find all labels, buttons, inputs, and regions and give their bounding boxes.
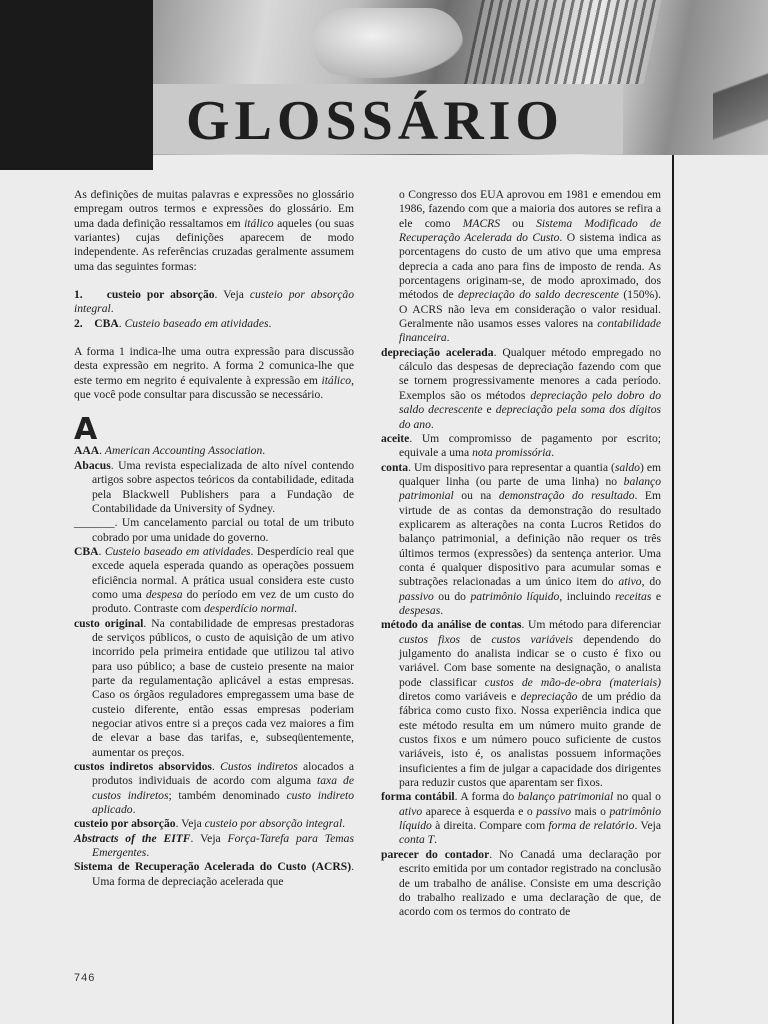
- entry-term: Abstracts of the EITF: [74, 831, 191, 845]
- entry-cross-reference: balanço patrimonial: [517, 790, 614, 804]
- entry-cross-reference: desperdício normal: [204, 602, 295, 616]
- entry-cross-reference: patrimônio líquido: [399, 804, 661, 833]
- intro-paragraph-2: A forma 1 indica-lhe uma outra expressão para discussão desta expressão em negrito. A forma 2 comunica-lhe que este termo em negrito é equivalente à expressão em itálico, que você pode consultar para discussão se necessário.: [74, 345, 354, 402]
- entry-term: custeio por absorção: [74, 817, 176, 831]
- entry-cross-reference: Custeio baseado em atividades: [104, 544, 251, 558]
- entry-text: de um prédio da fábrica como custo fixo. Nossa experiência indica que este método resulta em um número muito grande de custos fixos e um número pouco suficiente de custos variáveis, isto é, os analistas possuem informações insuficientes a fim de julgar a capacidade dos dirigentes para reduzir custos que aparentam ser fixos.: [399, 690, 661, 790]
- entry-text: o Congresso dos EUA aprovou em 1981 e emendou em 1986, fazendo com que a maioria dos autores se refira a ele como: [399, 188, 661, 230]
- entry-cross-reference: Sistema Modificado de Recuperação Acelerada do Custo: [399, 216, 661, 245]
- entry-cross-reference: despesas: [399, 603, 441, 617]
- entry-text: .: [446, 331, 450, 345]
- entry-text: .: [211, 760, 221, 774]
- entry-cross-reference: patrimônio líquido: [470, 589, 560, 603]
- glossary-entry-acrs: [74, 860, 354, 889]
- glossary-entry-forma-contabil: [381, 790, 661, 847]
- entry-text: à direita. Compare com: [431, 819, 549, 833]
- entry-text: de: [460, 632, 492, 646]
- entry-text: . O sistema indica as porcentagens do custo de um ativo que uma empresa deprecia a cada ano para fins de imposto de renda. As porcentagens originam-se, de modo aproximado, dos métodos de: [399, 231, 661, 302]
- entry-text: .: [551, 446, 555, 460]
- entry-text: .: [342, 817, 346, 831]
- photo-shadow: [713, 0, 768, 155]
- entry-cross-reference: Custos indiretos: [220, 760, 298, 774]
- glossary-entry-blank: [74, 516, 354, 545]
- entry-text: aparece à esquerda e o: [422, 804, 537, 818]
- entry-text: .: [99, 444, 105, 458]
- glossary-entry-custeio-absorcao: [74, 817, 354, 831]
- left-entry-list: [74, 444, 354, 889]
- entry-text: . Veja: [190, 831, 228, 845]
- entry-text: . Um método para diferenciar: [521, 618, 661, 632]
- glossary-entry-abacus: [74, 459, 354, 516]
- entry-text: . Uma forma de depreciação acelerada que: [92, 860, 354, 888]
- glossary-entry-acrs-cont: [381, 188, 661, 346]
- entry-cross-reference: custos variáveis: [491, 632, 574, 646]
- entry-cross-reference: custo indireto aplicado: [92, 788, 354, 817]
- entry-text: (150%). O ACRS não leva em consideração o valor residual. Geralmente não usamos esses valores na: [399, 288, 661, 331]
- entry-text: .: [146, 846, 150, 860]
- right-column: [381, 188, 661, 920]
- entry-cross-reference: ativo: [618, 575, 642, 589]
- photo-hand-shape: [313, 8, 463, 78]
- page-number: 746: [74, 972, 96, 984]
- entry-term: aceite: [381, 431, 410, 445]
- glossary-entry-cba: [74, 545, 354, 617]
- entry-text: . Um dispositivo para representar a quantia (: [408, 460, 615, 474]
- entry-term: forma contábil: [381, 790, 455, 804]
- entry-text: ou do: [433, 589, 471, 603]
- glossary-entry-conta: [381, 461, 661, 619]
- entry-text: ou na: [453, 489, 499, 503]
- entry-text: alocados a produtos individuais de acordo com alguma: [92, 760, 355, 788]
- entry-text: ou: [500, 216, 537, 230]
- entry-text: no qual o: [613, 790, 661, 804]
- glossary-entry-abstracts: [74, 832, 354, 861]
- intro-paragraph-1: As definições de muitas palavras e expressões no glossário empregam outros termos e expressões do glossário. Em uma dada definição ressaltamos em itálico aqueles (ou suas variantes) cujas definições aparecem de modo independente. As referências cruzadas geralmente assumem uma das seguintes formas:: [74, 188, 354, 273]
- entry-text: ; também denominado: [168, 788, 287, 802]
- entry-cross-reference: depreciação: [520, 690, 578, 704]
- section-letter: A: [74, 412, 98, 448]
- entry-text: . No Canadá uma declaração por escrito emitida por um contador registrado na conclusão de um trabalho de análise. Consiste em uma descrição do trabalho realizado e uma declaração de que, de acordo com os termos do contrato de: [399, 847, 661, 919]
- entry-cross-reference: passivo: [536, 804, 572, 818]
- entry-term: AAA: [74, 444, 100, 458]
- entry-text: diretos como variáveis e: [399, 690, 521, 704]
- entry-text: .: [262, 444, 266, 458]
- entry-cross-reference: Força-Tarefa para Temas Emergentes: [92, 831, 354, 860]
- page-header: [0, 0, 768, 170]
- entry-term: Sistema de Recuperação Acelerada do Custo (ACRS): [74, 860, 352, 874]
- entry-text: . Veja: [634, 819, 662, 833]
- glossary-entry-depreciacao: [381, 346, 661, 432]
- cross-reference-forms: [74, 288, 354, 331]
- entry-cross-reference: custos de mão-de-obra (materiais): [484, 675, 662, 689]
- entry-cross-reference: demonstração do resultado: [498, 489, 635, 503]
- entry-text: e: [482, 403, 496, 417]
- entry-text: .: [132, 803, 136, 817]
- entry-term: parecer do contador: [381, 847, 490, 861]
- glossary-entry-custos-indiretos: [74, 760, 354, 817]
- entry-cross-reference: forma de relatório: [548, 819, 635, 833]
- entry-text: . Em virtude de as contas da demonstração do resultado explicarem as alterações na conta Lucros Retidos do balanço patrimonial, a definição não requer os três últimos termos (expressões) da sentença anterior. Uma conta é qualquer dispositivo para acumular somas e subtrações relacionadas a um único item do: [399, 489, 662, 589]
- entry-cross-reference: custos fixos: [399, 632, 461, 646]
- entry-term: custos indiretos absorvidos: [74, 760, 212, 774]
- entry-text: . A forma do: [454, 790, 518, 804]
- entry-term: custo original: [74, 616, 144, 630]
- entry-text: mais o: [571, 804, 610, 818]
- photo-building-lines: [464, 0, 662, 84]
- entry-cross-reference: nota promissória: [472, 446, 552, 460]
- entry-term: conta: [381, 460, 409, 474]
- header-dark-block: [0, 0, 153, 170]
- entry-cross-reference: depreciação pela soma dos dígitos do ano: [399, 403, 662, 431]
- form-example-2: 2. CBA. Custeio baseado em atividades.: [74, 316, 272, 330]
- entry-cross-reference: American Accounting Association: [104, 444, 263, 458]
- entry-cross-reference: passivo: [399, 589, 434, 603]
- entry-cross-reference: custeio por absorção integral: [204, 817, 343, 831]
- left-column: [74, 188, 354, 889]
- right-entry-list: [381, 188, 661, 920]
- entry-text: _______. Um cancelamento parcial ou total de um tributo cobrado por uma unidade do governo.: [74, 516, 354, 544]
- entry-cross-reference: saldo: [614, 460, 640, 474]
- entry-text: ) em qualquer linha (ou parte de uma linha) no: [399, 460, 661, 488]
- entry-cross-reference: taxa de custos indiretos: [92, 774, 354, 802]
- entry-text: e: [651, 589, 661, 603]
- glossary-entry-metodo: [381, 618, 661, 790]
- entry-cross-reference: balanço patrimonial: [399, 474, 661, 503]
- entry-text: do período em vez de um custo do produto. Contraste com: [92, 587, 354, 616]
- entry-text: , incluindo: [559, 589, 616, 603]
- entry-text: .: [434, 833, 438, 847]
- entry-term: depreciação acelerada: [381, 345, 494, 359]
- entry-text: . Qualquer método empregado no cálculo das despesas de depreciação fazendo com que se tornem progressivamente menores a cada período. Exemplos são os métodos: [399, 345, 661, 402]
- entry-text: , do: [641, 575, 662, 589]
- entry-text: .: [440, 603, 444, 617]
- entry-text: .: [98, 544, 105, 558]
- entry-cross-reference: ativo: [399, 804, 423, 818]
- entry-text: . Desperdício real que excede aquela esperada quando as operações possuem eficiência normal. A prática usual considera este custo como uma: [92, 544, 354, 601]
- entry-cross-reference: despesa: [145, 587, 183, 601]
- entry-cross-reference: receitas: [615, 589, 652, 603]
- entry-text: . Um compromisso de pagamento por escrito; equivale a uma: [399, 431, 661, 460]
- form-example-1: 1. custeio por absorção. Veja custeio por absorção integral.: [74, 288, 354, 316]
- entry-cross-reference: depreciação do saldo decrescente: [457, 288, 619, 302]
- glossary-entry-custo-original: [74, 617, 354, 760]
- entry-term: CBA: [74, 544, 99, 558]
- glossary-entry-aaa: [74, 444, 354, 458]
- entry-text: dependendo do julgamento do analista indicar se o custo é fixo ou variável. Com base somente na designação, o analista pode classificar: [399, 632, 661, 689]
- glossary-intro: [74, 188, 354, 402]
- entry-text: . Uma revista especializada de alto nível contendo artigos sobre aspectos teóricos da contabilidade, editada pela Blackwell Publishers para a Fundação de Contabilidade da University of Sydney.: [92, 458, 354, 515]
- glossary-entry-parecer: [381, 848, 661, 920]
- entry-cross-reference: depreciação pelo dobro do saldo decrescente: [399, 388, 662, 417]
- entry-text: . Na contabilidade de empresas prestadoras de serviços públicos, o custo de aquisição de um ativo incorrido pela primeira entidade que utilizou tal ativo para uso público; a base de custeio presente na maior parte da regulamentação aplicável a estas empresas. Caso os órgãos reguladores empregassem uma base de custeio diferente, então essas empresas poderiam negociar ativos entre si a preços cada vez maiores a fim de elevar a base das tarifas, e, subseqüentemente, aumentar os preços.: [92, 616, 354, 759]
- entry-term: método da análise de contas: [381, 618, 522, 632]
- entry-cross-reference: conta T: [399, 833, 435, 847]
- column-divider-rule: [672, 155, 674, 1024]
- entry-text: .: [430, 417, 434, 431]
- glossary-entry-aceite: [381, 432, 661, 461]
- entry-text: . Veja: [175, 817, 205, 831]
- entry-cross-reference: MACRS: [462, 216, 501, 230]
- entry-cross-reference: contabilidade financeira: [399, 317, 661, 345]
- page-title: GLOSSÁRIO: [186, 90, 564, 152]
- entry-text: .: [294, 602, 298, 616]
- entry-term: Abacus: [74, 458, 111, 472]
